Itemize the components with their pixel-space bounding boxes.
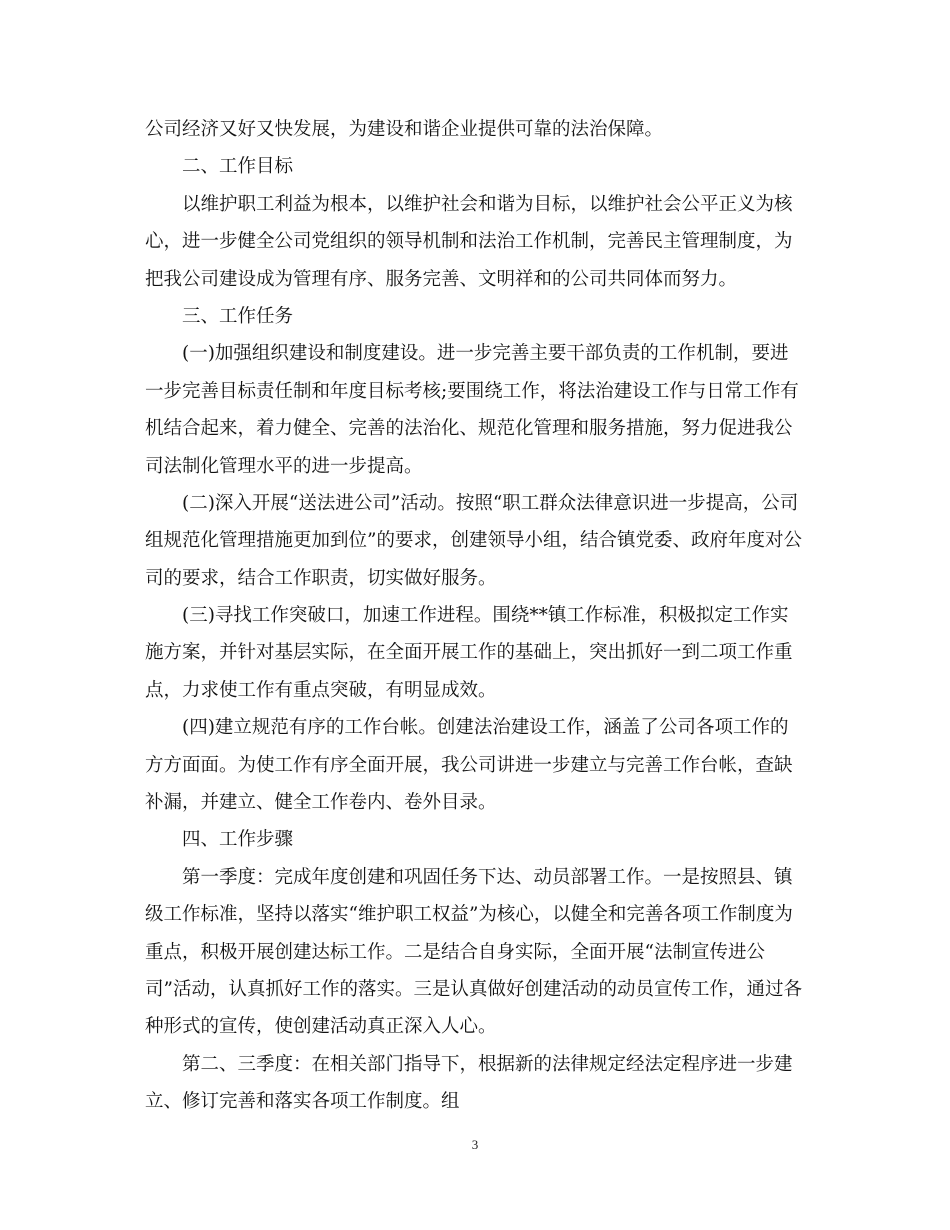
- body-line: 公司经济又好又快发展，为建设和谐企业提供可靠的法治保障。: [145, 119, 664, 140]
- body-line: 司的要求，结合工作职责，切实做好服务。: [145, 567, 497, 589]
- section-heading: 二、工作目标: [182, 156, 294, 178]
- body-line: 把我公司建设成为管理有序、服务完善、文明祥和的公司共同体而努力。: [145, 268, 738, 290]
- body-line: 第二、三季度：在相关部门指导下，根据新的法律规定经法定程序进一步建: [182, 1053, 793, 1075]
- body-line: 点，力求使工作有重点突破，有明显成效。: [145, 679, 497, 701]
- section-heading: 四、工作步骤: [182, 829, 294, 851]
- page-number: 3: [471, 1137, 479, 1152]
- body-line: 施方案，并针对基层实际，在全面开展工作的基础上，突出抓好一到二项工作重: [145, 642, 793, 664]
- body-line: 一步完善目标责任制和年度目标考核;要围绕工作，将法治建设工作与日常工作有: [145, 380, 799, 402]
- body-line: 补漏，并建立、健全工作卷内、卷外目录。: [145, 792, 497, 814]
- document-body: [145, 111, 810, 1121]
- body-line: 立、修订完善和落实各项工作制度。组: [145, 1091, 460, 1113]
- body-line: (一)加强组织建设和制度建设。进一步完善主要干部负责的工作机制，要进: [182, 343, 789, 365]
- body-line: 以维护职工利益为根本，以维护社会和谐为目标，以维护社会公平正义为核: [182, 193, 793, 215]
- body-line: (二)深入开展“送法进公司”活动。按照“职工群众法律意识进一步提高，公司: [182, 492, 799, 514]
- body-line: 级工作标准，坚持以落实“维护职工权益”为核心，以健全和完善各项工作制度为: [145, 904, 793, 926]
- body-line: 方方面面。为使工作有序全面开展，我公司讲进一步建立与完善工作台帐，查缺: [145, 754, 793, 776]
- body-line: 心，进一步健全公司党组织的领导机制和法治工作机制，完善民主管理制度，为: [145, 231, 793, 253]
- body-line: 司”活动，认真抓好工作的落实。三是认真做好创建活动的动员宣传工作，通过各: [145, 978, 802, 1000]
- body-line: 第一季度：完成年度创建和巩固任务下达、动员部署工作。一是按照县、镇: [182, 866, 793, 888]
- section-heading: 三、工作任务: [182, 305, 294, 327]
- body-line: 组规范化管理措施更加到位”的要求，创建领导小组，结合镇党委、政府年度对公: [145, 530, 802, 552]
- body-line: 种形式的宣传，使创建活动真正深入人心。: [145, 1016, 497, 1038]
- body-line: 机结合起来，着力健全、完善的法治化、规范化管理和服务措施，努力促进我公: [145, 418, 793, 440]
- body-line: 重点，积极开展创建达标工作。二是结合自身实际，全面开展“法制宣传进公: [145, 941, 765, 963]
- body-line: 司法制化管理水平的进一步提高。: [145, 455, 423, 477]
- body-line: (四)建立规范有序的工作台帐。创建法治建设工作，涵盖了公司各项工作的: [182, 717, 789, 739]
- body-line: (三)寻找工作突破口，加速工作进程。围绕**镇工作标准，积极拟定工作实: [182, 605, 789, 627]
